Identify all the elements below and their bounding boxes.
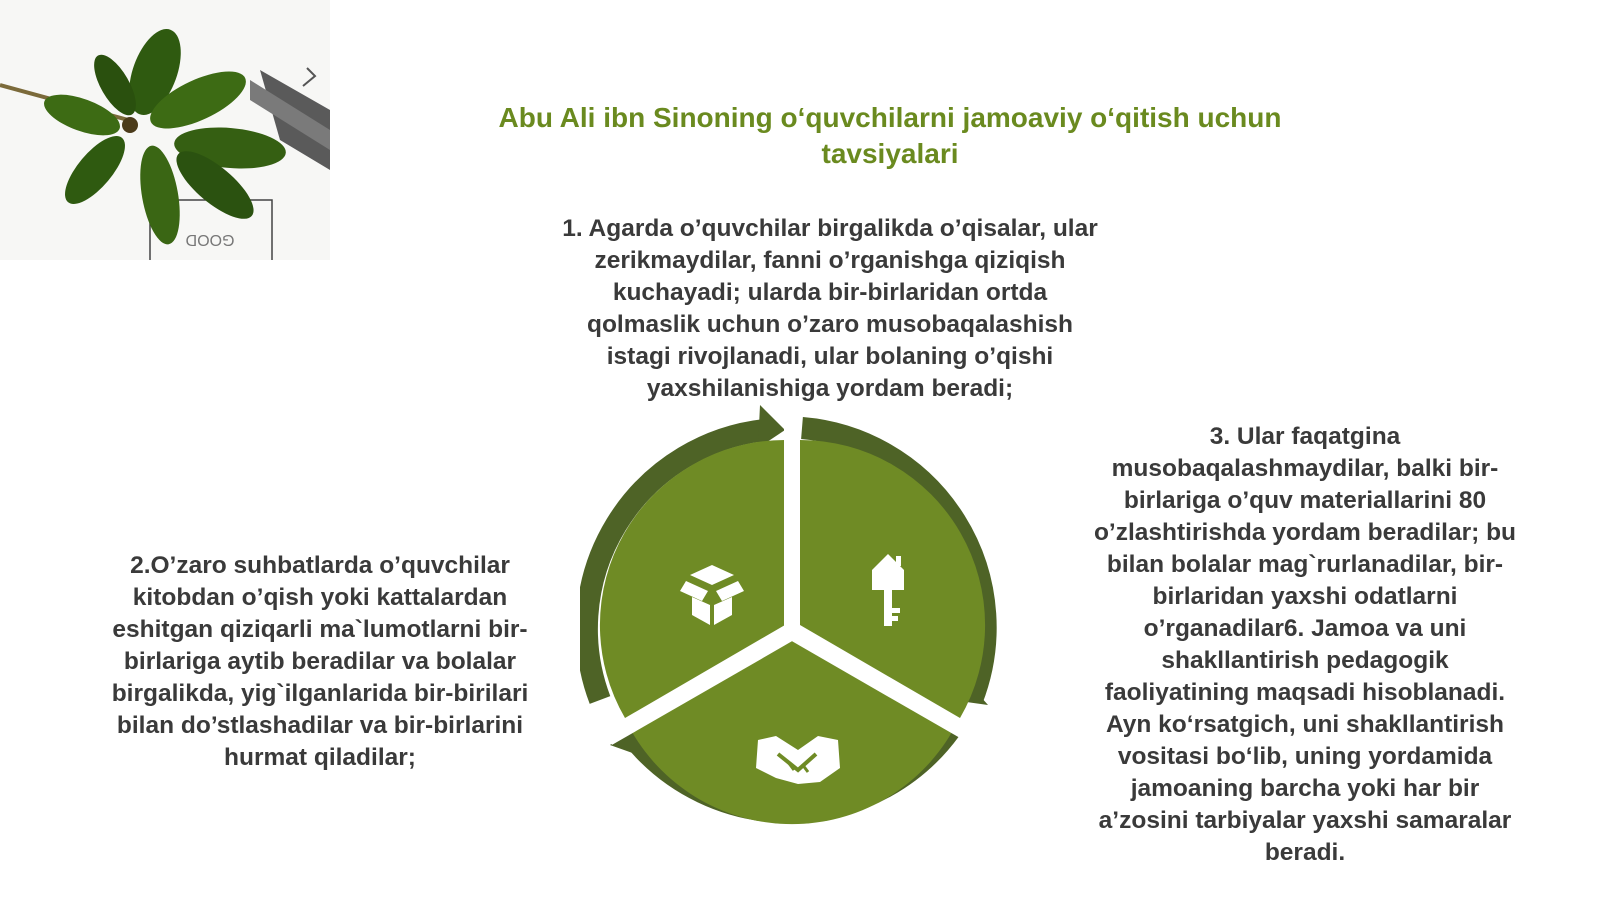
item-1-text: 1. Agarda o’quvchilar birgalikda o’qisalar, ular zerikmaydilar, fanni o’rganishga qiziqish kuchayadi; ularda bir-birlaridan ortda qolmaslik uchun o’zaro musobaqalashish istagi rivojlanadi, ular bolaning o’qishi yaxshilanishiga yordam beradi; (562, 215, 1098, 402)
item-2-text: 2.O’zaro suhbatlarda o’quvchilar kitobdan o’qish yoki kattalardan eshitgan qiziqarli ma`lumotlarni bir-birlariga aytib beradilar va bolalar birgalikda, yig`ilganlarida bir-birilari bilan do’stlashadilar va bir-birlarini hurmat qiladilar; (111, 552, 529, 771)
note-text: GOOD (185, 231, 235, 248)
plant-photo (0, 0, 330, 260)
leaf-icon (0, 0, 330, 260)
slide-title: Abu Ali ibn Sinoning o‘quvchilarni jamoaviy o‘qitish uchun tavsiyalari (498, 102, 1282, 169)
item-3-text: 3. Ular faqatgina musobaqalashmaydilar, balki bir-birlariga o’quv materiallarini 80 o’zlashtirishda yordam beradilar; bu bilan bolalar mag`rurlanadilar, bir-birlaridan yaxshi odatlarni o’rganadilar6. Jamoa va uni shakllantirish pedagogik faoliyatining maqsadi hisoblanadi. Ayn ko‘rsatgich, uni shakllantirish vositasi bo‘lib, uning yordamida jamoaning barcha yoki har bir a’zosini tarbiyalar yaxshi samaralar beradi. (1093, 423, 1517, 866)
cycle-diagram (580, 400, 1020, 860)
